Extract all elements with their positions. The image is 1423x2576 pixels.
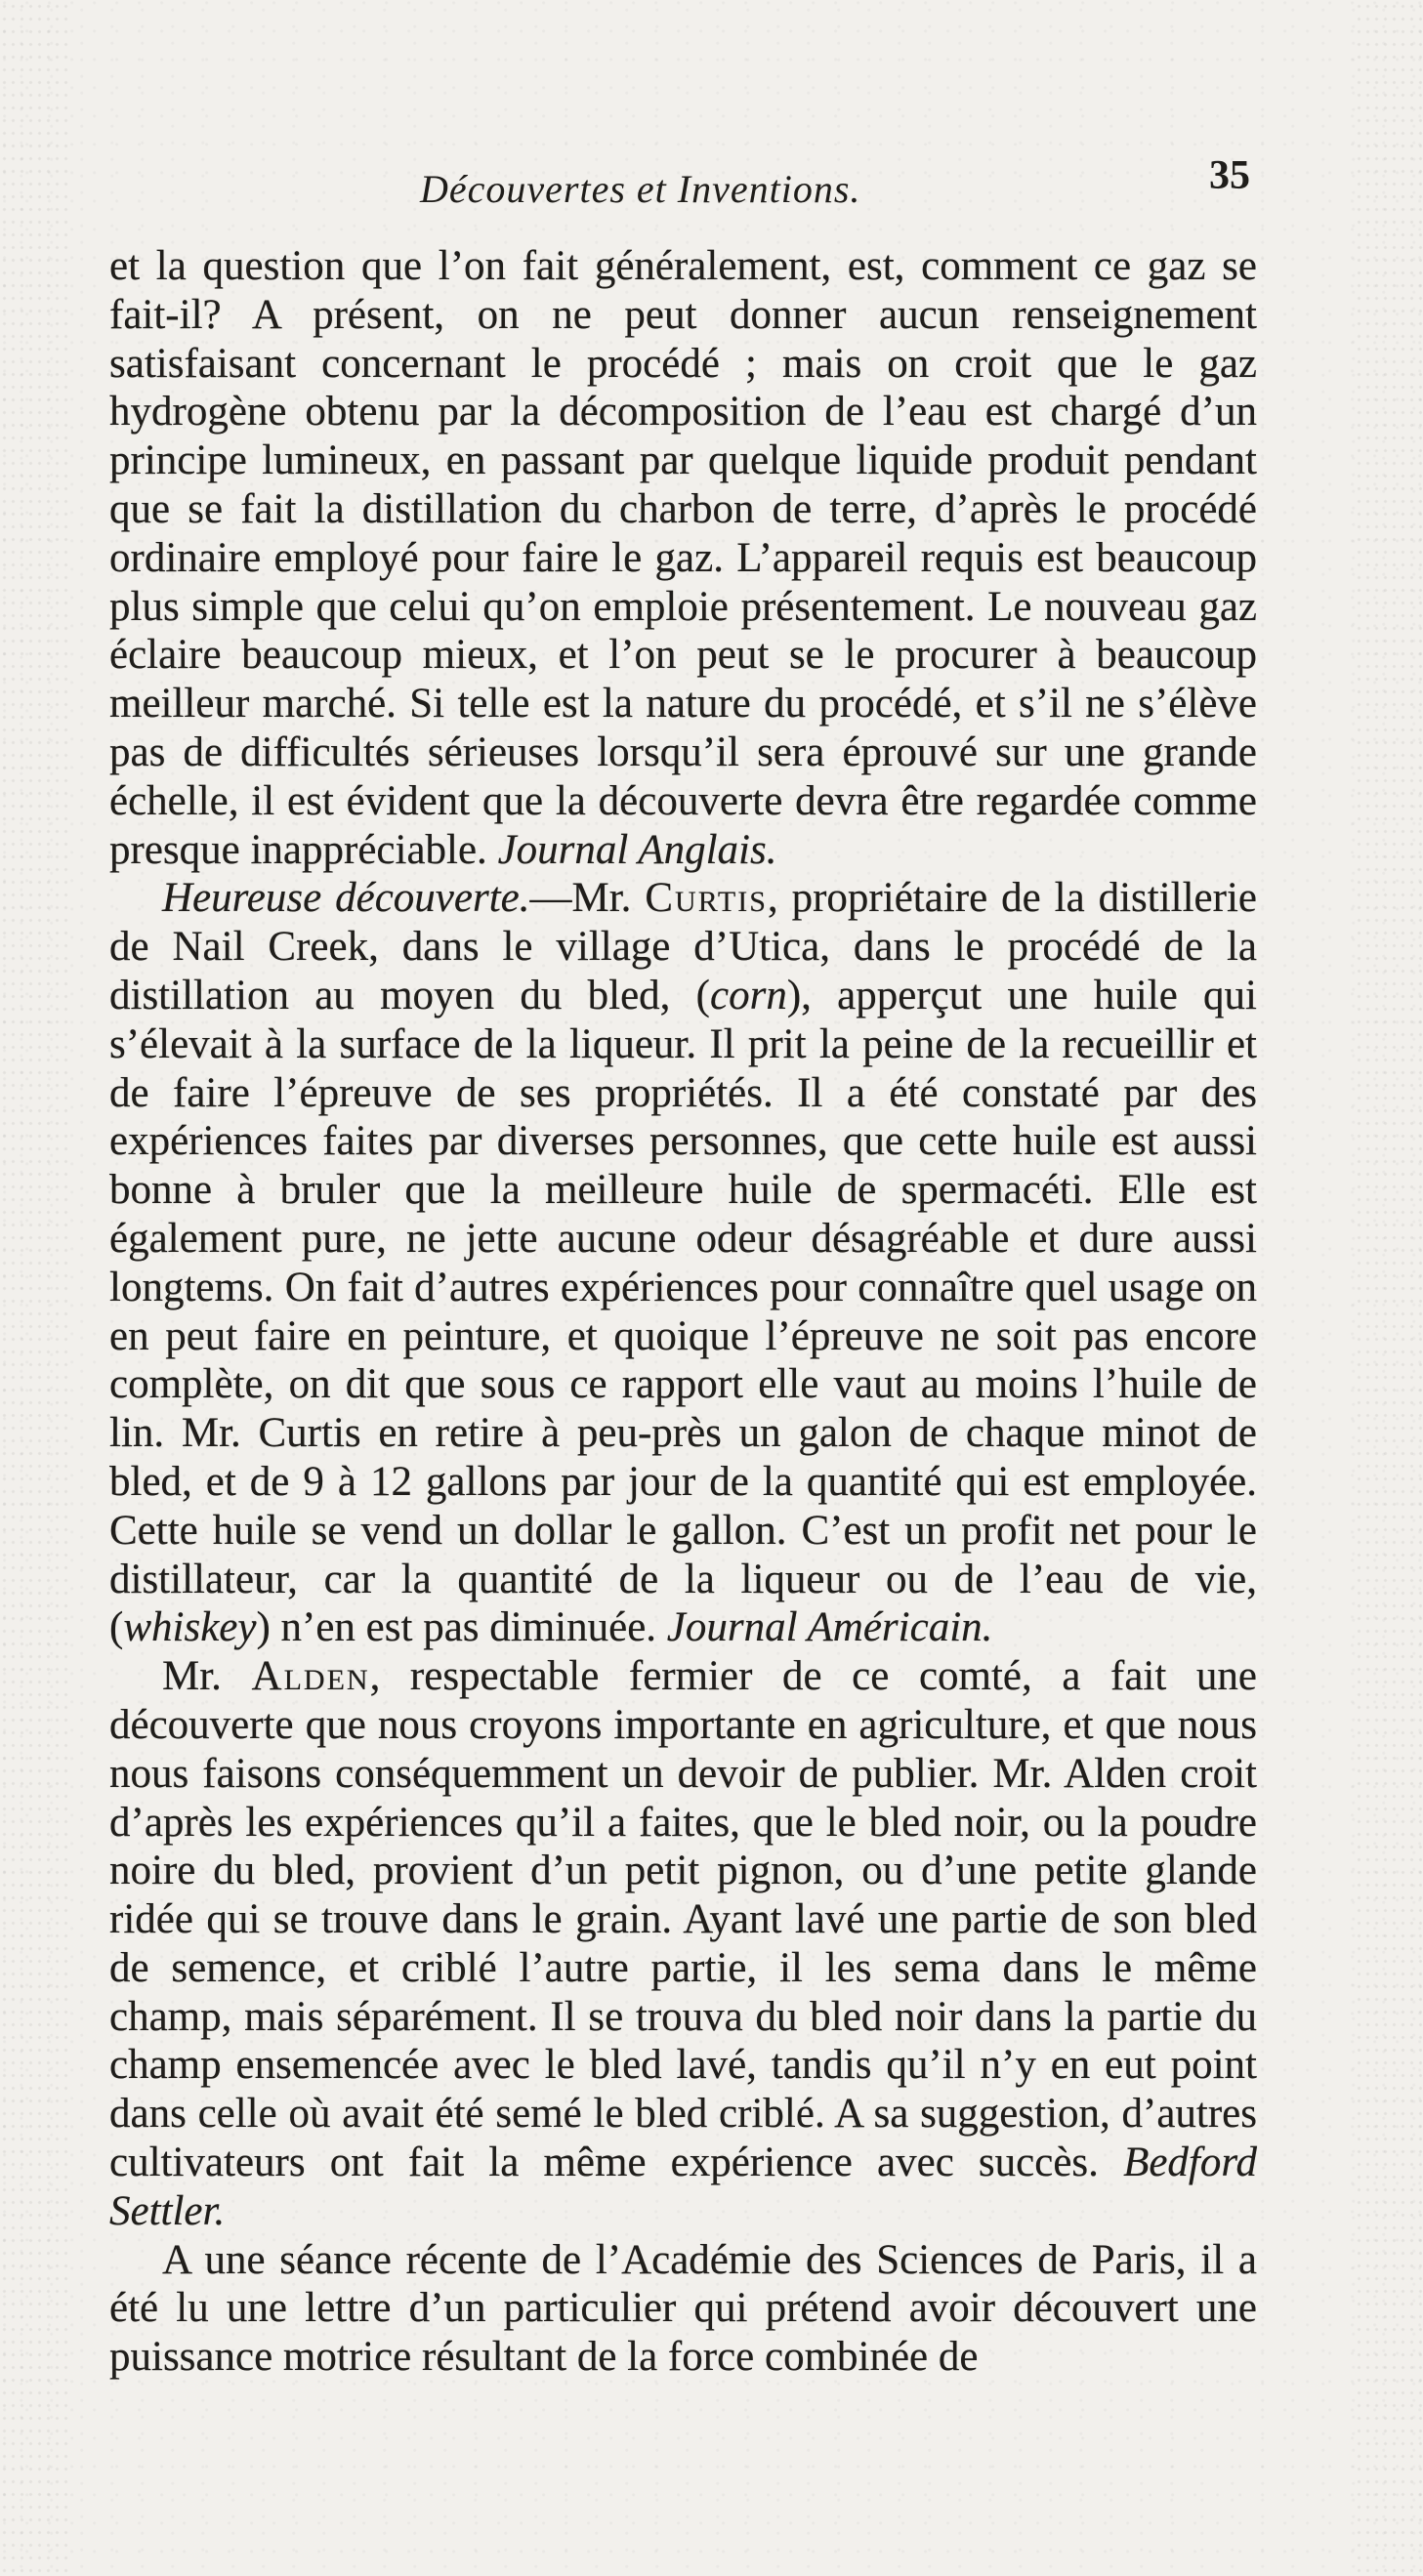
italic-run: Heureuse découverte. [162,875,530,922]
small-caps-run: Alden [251,1653,370,1700]
text-run: ), apperçut une huile qui s’élevait à la surface de la liqueur. Il prit la peine de la recueillir et de faire l’épreuve de ses propriétés. Il a été constaté par des expériences faites par diverses personnes, que cette huile est aussi bonne à bruler que la meilleure huile de spermacéti. Elle est également pure, ne jette aucune odeur désagréable et dure aussi longtems. On fait d’autres expériences pour connaître quel usage on en peut faire en peinture, et quoique l’épreuve ne soit pas encore complète, on dit que sous ce rapport elle vaut au moins l’huile de lin. Mr. Curtis en retire à peu-près un galon de chaque minot de bled, et de 9 à 12 gallons par jour de la quantité qui est employée. Cette huile se vend un dollar le gallon. C’est un profit net pour le distillateur, car la quantité de la liqueur ou de l’eau de vie, ( [109,972,1257,1651]
small-caps-run: Curtis [645,875,768,922]
body-text [109,242,1257,2382]
italic-run: Journal Anglais. [497,826,777,873]
right-edge-scan-noise [1355,0,1423,2576]
paragraph [109,242,1257,874]
left-edge-scan-noise [0,0,68,2576]
italic-run: Bedford Settler. [109,2140,1257,2234]
page-number: 35 [1209,153,1250,198]
paragraph [109,1652,1257,2236]
text-run: ) n’en est pas diminuée. [256,1604,667,1651]
bleed-through-shadow [508,2404,1289,2447]
text-run: et la question que l’on fait généralement, est, comment ce gaz se fait-il? A présent, on ne peut donner aucun renseignement satisfaisant concernant le procédé ; mais on croit que le gaz hydrogène obtenu par la décomposition de l’eau est chargé d’un principe lumineux, en passant par quelque liquide produit pendant que se fait la distillation du charbon de terre, d’après le procédé ordinaire employé pour faire le gaz. L’appareil requis est beaucoup plus simple que celui qu’on emploie présentement. Le nouveau gaz éclaire beaucoup mieux, et l’on peut se le procurer à beaucoup meilleur marché. Si telle est la nature du procédé, et s’il ne s’élève pas de difficultés sérieuses lorsqu’il sera éprouvé sur une grande échelle, il est évident que la découverte devra être regardée comme presque inappréciable. [109,243,1257,873]
italic-run: corn [710,972,787,1018]
text-run: —Mr. [529,875,646,922]
italic-run: whiskey [123,1604,257,1651]
text-run: A une séance récente de l’Académie des Sciences de Paris, il a été lu une lettre d’un particulier qui prétend avoir découvert une puissance motrice résultant de la force combinée de [109,2236,1257,2381]
text-run: Mr. [162,1653,252,1700]
running-head [117,146,1250,215]
paragraph [109,874,1257,1652]
text-run: , propriétaire de la distillerie de Nail Creek, dans le village d’Utica, dans le procédé de la distillation au moyen du bled, ( [109,875,1257,1018]
text-run: , respectable fermier de ce comté, a fait une découverte que nous croyons importante en agriculture, et que nous nous faisons conséquemment un devoir de publier. Mr. Alden croit d’après les expériences qu’il a faites, que le bled noir, ou la poudre noire du bled, provient d’un petit pignon, ou d’une petite glande ridée qui se trouve dans le grain. Ayant lavé une partie de son bled de semence, et criblé l’autre partie, il les sema dans le même champ, mais séparément. Il se trouva du bled noir dans la partie du champ ensemencée avec le bled lavé, tandis qu’il n’y en eut point dans celle où avait été semé le bled criblé. A sa suggestion, d’autres cultivateurs ont fait la même expérience avec succès. [109,1653,1258,2186]
paragraph [109,2236,1257,2382]
running-head-title: Découvertes et Inventions. [420,167,861,211]
italic-run: Journal Américain. [666,1604,993,1651]
